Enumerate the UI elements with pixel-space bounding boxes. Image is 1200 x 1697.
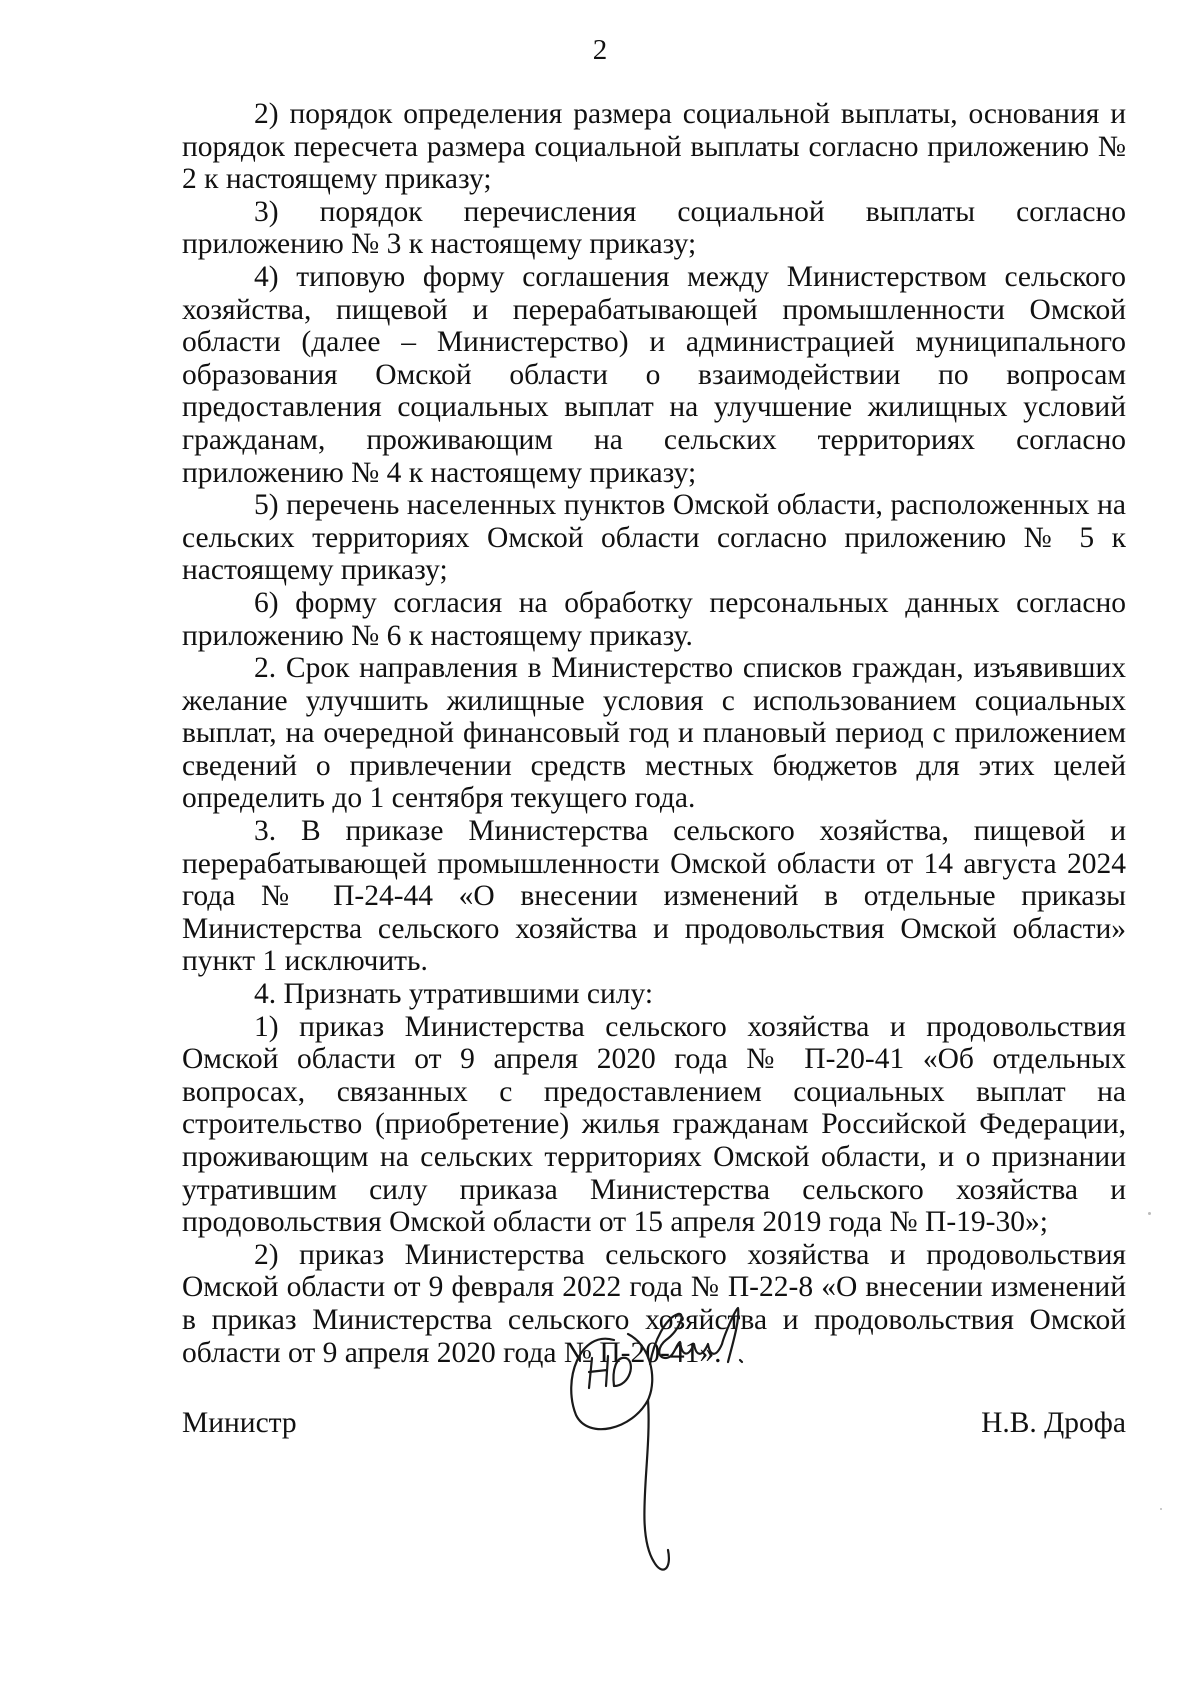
- clause-4-heading: 4. Признать утратившими силу:: [254, 978, 654, 1011]
- clause-3-amendment: 3. В приказе Министерства сельского хозяйства, пищевой и перерабатывающей промышленности Омской области от 14 августа 2024 года № П-24-44 «О внесении изменений в отдельные приказы Министерства сельского хозяйства и продовольствия Омской области» пункт 1 исключить.: [182, 815, 1126, 978]
- page-number: 2: [592, 34, 608, 66]
- scan-speck: [1160, 1508, 1162, 1510]
- clause-4-item-1: 1) приказ Министерства сельского хозяйства и продовольствия Омской области от 9 апреля 2020 года № П-20-41 «Об отдельных вопросах, связанных с предоставлением социальных выплат на строительство (приобретение) жилья гражданам Российской Федерации, проживающим на сельских территориях Омской области, и о признании утратившим силу приказа Министерства сельского хозяйства и продовольствия Омской области от 15 апреля 2019 года № П-19-30»;: [182, 1010, 1126, 1239]
- list-item-5-settlements-list: 5) перечень населенных пунктов Омской области, расположенных на сельских территориях Омской области согласно приложению № 5 к настоящему приказу;: [182, 489, 1126, 587]
- document-body: [182, 98, 1126, 1369]
- signatory-name: Н.В. Дрофа: [981, 1407, 1126, 1439]
- list-item-2-size-procedure: 2) порядок определения размера социальной выплаты, основания и порядок пересчета размера социальной выплаты согласно приложению № 2 к настоящему приказу;: [182, 98, 1126, 196]
- scan-speck: [1148, 1212, 1151, 1215]
- list-item-3-transfer-procedure: 3) порядок перечисления социальной выплаты согласно приложению № 3 к настоящему приказу;: [182, 195, 1126, 261]
- signatory-position: Министр: [182, 1407, 297, 1439]
- list-item-4-agreement-form: 4) типовую форму соглашения между Министерством сельского хозяйства, пищевой и перерабатывающей промышленности Омской области (далее – Министерство) и администрацией муниципального образования Омской области о взаимодействии по вопросам предоставления социальных выплат на улучшение жилищных условий гражданам, проживающим на сельских территориях согласно приложению № 4 к настоящему приказу;: [182, 260, 1126, 489]
- clause-4-item-2: 2) приказ Министерства сельского хозяйства и продовольствия Омской области от 9 февраля 2022 года № П-22-8 «О внесении изменений в приказ Министерства сельского хозяйства и продовольствия Омской области от 9 апреля 2020 года № П-20-41».: [182, 1238, 1126, 1369]
- list-item-6-consent-form: 6) форму согласия на обработку персональных данных согласно приложению № 6 к настоящему приказу.: [182, 586, 1126, 652]
- clause-2-deadline: 2. Срок направления в Министерство списков граждан, изъявивших желание улучшить жилищные условия с использованием социальных выплат, на очередной финансовый год и плановый период с приложением сведений о привлечении средств местных бюджетов для этих целей определить до 1 сентября текущего года.: [182, 652, 1126, 815]
- handwritten-signature: [562, 1300, 772, 1590]
